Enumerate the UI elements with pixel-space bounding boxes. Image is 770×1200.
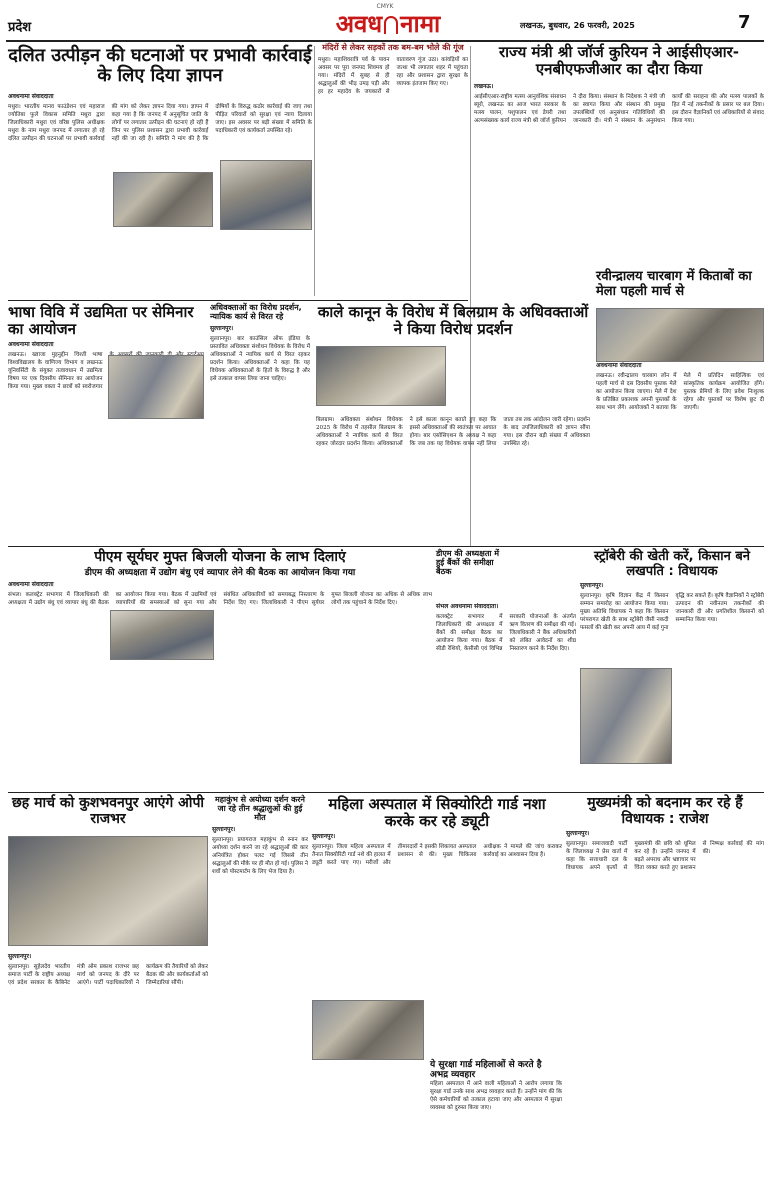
headline: ये सुरक्षा गार्ड महिलाओं से करते है अभद्र व्यवहार bbox=[430, 1060, 542, 1081]
kala-photo bbox=[316, 346, 446, 406]
headline: महिला अस्पताल में सिक्योरिटी गार्ड नशा करके कर रहे ड्यूटी bbox=[328, 795, 546, 830]
article-body: बिलग्राम। अधिवक्ता संशोधन विधेयक 2025 के विरोध में तहसील बिलग्राम के अधिवक्ताओं ने न्यायिक कार्य से विरत रहकर जोरदार प्रदर्शन किया। अधिवक्ताओं ने इसे काला कानून बताते हुए कहा कि इससे अधिवक्ताओं की स्वतंत्रता पर आघात होगा। बार एसोसिएशन के अध्यक्ष ने कहा कि जब तक यह विधेयक वापस नहीं लिया जाता तब तक आंदोलन जारी रहेगा। प्रदर्शन के बाद उपजिलाधिकारी को ज्ञापन सौंपा गया। इस दौरान बड़ी संख्या में अधिवक्ता उपस्थित रहे। bbox=[316, 416, 590, 447]
headline: डीएम की अध्यक्षता में हुई बैंकों की समीक्षा बैठक bbox=[436, 549, 500, 576]
article-maha bbox=[212, 796, 308, 1192]
page-number: 7 bbox=[738, 12, 751, 33]
article-body: सुल्तानपुर। समाजवादी पार्टी के जिलाध्यक्ष ने प्रेस वार्ता में कहा कि सत्ताधारी दल के विधायक अपने कृत्यों से मुख्यमंत्री की छवि को धूमिल कर रहे हैं। उन्होंने जनपद में बढ़ते अपराध और भ्रष्टाचार पर चिंता व्यक्त करते हुए प्रशासन से निष्पक्ष कार्रवाई की मांग की। bbox=[566, 841, 764, 872]
byline: सुल्तानपुर। bbox=[8, 953, 32, 960]
article-body: आईसीएआर-राष्ट्रीय मत्स्य आनुवंशिक संसाधन ब्यूरो, लखनऊ का आज भारत सरकार के मत्स्य पालन, पशुपालन एवं डेयरी तथा अल्पसंख्यक कार्य राज्य मंत्री श्री जॉर्ज कुरियन ने दौरा किया। संस्थान के निदेशक ने मंत्री जी का स्वागत किया और संस्थान की प्रमुख उपलब्धियों एवं अनुसंधान गतिविधियों की जानकारी दी। मंत्री ने संस्थान के अनुसंधान कार्यों की सराहना की और मत्स्य पालकों के हित में नई तकनीकों के प्रसार पर बल दिया। इस दौरान वैज्ञानिकों एवं अधिकारियों से संवाद किया गया। bbox=[474, 93, 764, 124]
section-label: प्रदेश bbox=[8, 20, 32, 35]
article-body: महिला अस्पताल में आने वाली महिलाओं ने आरोप लगाया कि सुरक्षा गार्ड उनके साथ अभद्र व्यवहार करते हैं। उन्होंने मांग की कि ऐसे कर्मचारियों को तत्काल हटाया जाए और अस्पताल में सुरक्षा व्यवस्था को दुरुस्त किया जाए। bbox=[430, 1081, 562, 1112]
article-body: लखनऊ। रवीन्द्रालय चारबाग लॉन में पहली मार्च से दस दिवसीय पुस्तक मेले का आयोजन किया जाएगा। मेले में देश के प्रतिष्ठित प्रकाशक अपनी पुस्तकों के साथ भाग लेंगे। आयोजकों ने बताया कि मेले में प्रतिदिन साहित्यिक एवं सांस्कृतिक कार्यक्रम आयोजित होंगे। पुस्तक प्रेमियों के लिए प्रवेश निःशुल्क रहेगा और पुस्तकों पर विशेष छूट दी जाएगी। bbox=[596, 373, 764, 412]
article-kurian bbox=[474, 44, 764, 266]
byline: सुल्तानपुर। bbox=[566, 830, 590, 838]
headline: अधिवक्ताओं का विरोध प्रदर्शन, न्यायिक कार्य से विरत रहे bbox=[210, 303, 302, 321]
headline: छह मार्च को कुशभवनपुर आएंगे ओपी राजभर bbox=[11, 795, 205, 827]
headline: पीएम सूर्यघर मुफ्त बिजली योजना के लाभ दिलाएं bbox=[94, 549, 346, 565]
kitab-photo bbox=[596, 308, 764, 362]
bhasha-photo bbox=[108, 355, 204, 419]
article-body: सुल्तानपुर। जिला महिला अस्पताल में तैनात सिक्योरिटी गार्ड नशे की हालत में ड्यूटी करते पाए गए। मरीजों और तीमारदारों ने इसकी शिकायत अस्पताल प्रशासन से की। मुख्य चिकित्सा अधीक्षक ने मामले की जांच कराकर कार्रवाई का आश्वासन दिया है। bbox=[312, 843, 562, 866]
headline: भाषा विवि में उद्यमिता पर सेमिनार का आयोजन bbox=[8, 303, 194, 338]
article-body: मथुरा। भारतीय मानव फाउंडेशन एवं महाराज ज्योतिबा फुले विकास समिति मथुरा द्वारा जिलाधिकारी मथुरा एवं वरिष्ठ पुलिस अधीक्षक मथुरा के नाम मथुरा जनपद में लगातार हो रहे दलित उत्पीड़न की घटनाओं पर प्रभावी कार्रवाई की मांग को लेकर ज्ञापन दिया गया। ज्ञापन में कहा गया है कि जनपद में अनुसूचित जाति के लोगों पर लगातार उत्पीड़न की घटनाएं हो रही हैं जिन पर पुलिस प्रशासन द्वारा प्रभावी कार्रवाई नहीं की जा रही है। समिति ने मांग की है कि दोषियों के विरुद्ध कठोर कार्रवाई की जाए तथा पीड़ित परिवारों को सुरक्षा एवं न्याय दिलाया जाए। इस अवसर पर बड़ी संख्या में समिति के पदाधिकारी एवं कार्यकर्ता उपस्थित रहे। bbox=[8, 104, 312, 143]
headline: मुख्यमंत्री को बदनाम कर रहे हैं विधायक : राजेश bbox=[587, 795, 743, 827]
mandir-photo bbox=[220, 160, 312, 230]
masthead-brand bbox=[308, 10, 468, 38]
straw-photo bbox=[580, 668, 672, 764]
brand-right: नामा bbox=[400, 10, 441, 38]
article-body: सुल्तानपुर। कृषि विज्ञान केंद्र में किसान सम्मान समारोह का आयोजन किया गया। मुख्य अतिथि विधायक ने कहा कि किसान परंपरागत खेती के साथ स्ट्रॉबेरी जैसी नकदी फसलों की खेती कर अपनी आय में कई गुना वृद्धि कर सकते हैं। कृषि वैज्ञानिकों ने स्ट्रॉबेरी उत्पादन की नवीनतम तकनीकों की जानकारी दी और प्रगतिशील किसानों को सम्मानित किया गया। bbox=[580, 593, 764, 632]
byline: लखनऊ। bbox=[474, 82, 494, 90]
section-rule bbox=[8, 300, 468, 301]
article-body: सुल्तानपुर। सुहेलदेव भारतीय समाज पार्टी के राष्ट्रीय अध्यक्ष एवं प्रदेश सरकार के कैबिनेट मंत्री ओम प्रकाश राजभर छह मार्च को जनपद के दौरे पर आएंगे। पार्टी पदाधिकारियों ने कार्यक्रम की तैयारियों को लेकर बैठक की और कार्यकर्ताओं को जिम्मेदारियां सौंपी। bbox=[8, 964, 208, 986]
article-body: कलक्ट्रेट सभागार में जिलाधिकारी की अध्यक्षता में बैंकों की समीक्षा बैठक का आयोजन किया गया। बैठक में सीडी रेशियो, केसीसी एवं विभिन्न सरकारी योजनाओं के अंतर्गत ऋण वितरण की समीक्षा की गई। जिलाधिकारी ने बैंक अधिकारियों को लंबित आवेदनों का शीघ्र निस्तारण करने के निर्देश दिए। bbox=[436, 614, 576, 652]
brand-emblem-icon bbox=[384, 16, 398, 34]
article-cm bbox=[566, 796, 764, 1192]
byline: अवधनामा संवाददाता bbox=[8, 340, 54, 348]
article-mandir bbox=[318, 44, 468, 298]
chhah-photo bbox=[8, 836, 208, 946]
article-dm-hui-body bbox=[436, 600, 576, 786]
headline: रवीन्द्रालय चारबाग में किताबों का मेला पहली मार्च से bbox=[596, 269, 752, 299]
article-body: सुल्तानपुर। प्रयागराज महाकुंभ से स्नान कर अयोध्या दर्शन करने जा रहे श्रद्धालुओं की कार अनियंत्रित होकर पलट गई जिससे तीन श्रद्धालुओं की मौके पर ही मौत हो गई। पुलिस ने शवों को पोस्टमार्टम के लिए भेज दिया है। bbox=[212, 836, 308, 875]
byline: सुल्तानपुर। bbox=[580, 582, 604, 590]
brand-left: अवध bbox=[335, 10, 383, 38]
byline: अवधनामा संवाददाता bbox=[8, 93, 54, 101]
article-body: सुल्तानपुर। बार काउंसिल ऑफ इंडिया के प्रस्तावित अधिवक्ता संशोधन विधेयक के विरोध में अधिवक्ताओं ने न्यायिक कार्य से विरत रहकर प्रदर्शन किया। अधिवक्ताओं ने कहा कि यह विधेयक अधिवक्ताओं के हितों के विरुद्ध है और इसे तत्काल वापस लिया जाना चाहिए। bbox=[210, 335, 310, 382]
dalit-photo bbox=[113, 172, 213, 227]
headline: स्ट्रॉबेरी की खेती करें, किसान बने लखपति : विधायक bbox=[593, 549, 751, 579]
masthead-rule bbox=[6, 40, 764, 42]
byline: सुल्तानपुर। bbox=[212, 825, 236, 833]
article-body: मथुरा। महाशिवरात्रि पर्व के पावन अवसर पर पूरा जनपद शिवमय हो गया। मंदिरों में सुबह से ही श्रद्धालुओं की भीड़ उमड़ पड़ी और हर हर महादेव के जयकारों से वातावरण गूंज उठा। कांवड़ियों का जत्था भी लगातार शहर में पहुंचता रहा और प्रशासन द्वारा सुरक्षा के व्यापक इंतजाम किए गए। bbox=[318, 56, 468, 95]
article-body: लखनऊ। ख्वाजा मुइनुद्दीन चिश्ती भाषा विश्वविद्यालय के वाणिज्य विभाग व लखनऊ यूनिवर्सिटी के संयुक्त तत्वावधान में उद्यमिता विषय पर एक दिवसीय सेमिनार का आयोजन किया गया। मुख्य वक्ता ने छात्रों को स्वरोजगार bbox=[8, 351, 103, 390]
headline: मंदिरों से लेकर सड़कों तक बम-बम भोले की गूंज bbox=[322, 43, 464, 52]
pm-surya-photo bbox=[110, 610, 214, 660]
article-kala bbox=[316, 304, 590, 542]
headline: महाकुंभ से अयोध्या दर्शन करने जा रहे तीन श्रद्धालुओं की हुई मौत bbox=[215, 795, 305, 822]
byline: सुल्तानपुर। bbox=[312, 832, 336, 840]
headline: राज्य मंत्री श्री जॉर्ज कुरियन ने आईसीएआर-एनबीएफजीआर का दौरा किया bbox=[498, 43, 739, 78]
article-adhikar bbox=[210, 304, 310, 542]
subhead: डीएम की अध्यक्षता में उद्योग बंधु एवं व्यापार लेने की बैठक का आयोजन किया गया bbox=[84, 567, 356, 578]
mahila-photo bbox=[312, 1000, 424, 1060]
article-chhah-body bbox=[8, 950, 208, 1192]
article-bhasha bbox=[8, 304, 204, 542]
top-logo: CMYK bbox=[376, 3, 394, 10]
byline: अवधनामा संवाददाता bbox=[8, 580, 54, 588]
headline: दलित उत्पीड़न की घटनाओं पर प्रभावी कार्रवाई के लिए दिया ज्ञापन bbox=[8, 45, 312, 87]
article-body: संभल। कलक्ट्रेट सभागार में जिलाधिकारी की अध्यक्षता में उद्योग बंधु एवं व्यापार बंधु की बैठक का आयोजन किया गया। बैठक में उद्यमियों एवं व्यापारियों की समस्याओं को सुना गया और संबंधित अधिकारियों को समयबद्ध निस्तारण के निर्देश दिए गए। जिलाधिकारी ने पीएम सूर्यघर मुफ्त बिजली योजना का अधिक से अधिक लाभ लोगों तक पहुंचाने के निर्देश दिए। bbox=[8, 591, 432, 606]
article-pm-surya bbox=[8, 550, 432, 790]
article-surakhsha bbox=[430, 1060, 562, 1190]
divider bbox=[314, 46, 315, 296]
section-rule bbox=[8, 792, 764, 793]
edition-date: लखनऊ, बुधवार, 26 फरवरी, 2025 bbox=[520, 21, 635, 30]
section-rule bbox=[8, 546, 764, 547]
byline: सुल्तानपुर। bbox=[210, 324, 234, 332]
byline: अवधनामा संवाददाता bbox=[596, 362, 642, 370]
headline: काले कानून के विरोध में बिलग्राम के अधिवक्ताओं ने किया विरोध प्रदर्शन bbox=[317, 303, 589, 338]
byline: संभल अवधनामा संवाददाता। bbox=[436, 603, 499, 610]
